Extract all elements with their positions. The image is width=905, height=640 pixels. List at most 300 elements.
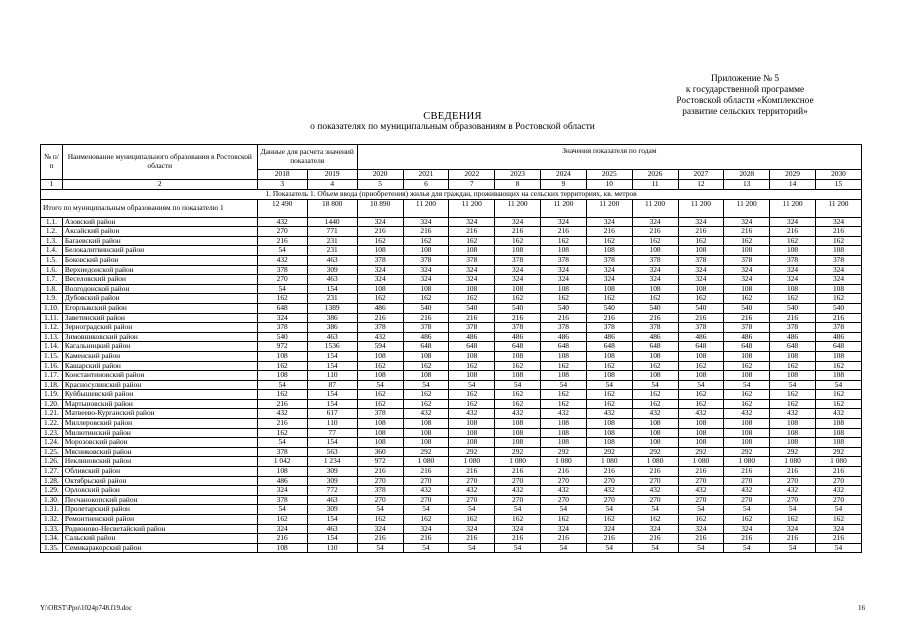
row-value: 378 — [724, 255, 770, 265]
appendix-line: к государственной программе — [685, 85, 805, 95]
row-value: 108 — [632, 246, 678, 256]
row-name: Кашарский район — [62, 361, 257, 371]
row-value: 162 — [449, 399, 495, 409]
row-value: 378 — [403, 255, 449, 265]
table-row — [41, 495, 862, 505]
row-value: 1 080 — [770, 457, 816, 467]
row-value: 378 — [541, 255, 587, 265]
total-value: 11 200 — [678, 199, 724, 217]
total-label: Итого по муниципальным образованиям по показателю 1 — [41, 199, 258, 217]
row-value: 216 — [678, 313, 724, 323]
row-value: 162 — [770, 515, 816, 525]
row-value: 162 — [586, 361, 632, 371]
header-colnum: 15 — [815, 180, 861, 190]
row-value: 324 — [495, 265, 541, 275]
row-name: Обливский район — [62, 467, 257, 477]
row-value: 54 — [632, 543, 678, 553]
row-value: 216 — [770, 467, 816, 477]
row-value: 1 080 — [586, 457, 632, 467]
row-value: 1 042 — [257, 457, 307, 467]
row-number: 1.3. — [41, 236, 63, 246]
row-value: 54 — [403, 505, 449, 515]
row-value: 216 — [357, 534, 403, 544]
row-value: 162 — [586, 515, 632, 525]
row-value: 432 — [495, 486, 541, 496]
row-value: 162 — [678, 399, 724, 409]
row-value: 432 — [678, 486, 724, 496]
row-value: 432 — [770, 486, 816, 496]
row-value: 162 — [357, 294, 403, 304]
row-value: 108 — [586, 351, 632, 361]
row-value: 162 — [357, 236, 403, 246]
row-value: 108 — [449, 438, 495, 448]
row-value: 154 — [307, 515, 357, 525]
row-value: 324 — [632, 217, 678, 227]
row-value: 563 — [307, 447, 357, 457]
row-value: 972 — [357, 457, 403, 467]
row-value: 540 — [495, 303, 541, 313]
table-row — [41, 524, 862, 534]
row-value: 162 — [449, 294, 495, 304]
row-value: 432 — [257, 409, 307, 419]
row-value: 108 — [724, 419, 770, 429]
row-name: Куйбышевский район — [62, 390, 257, 400]
row-value: 486 — [257, 476, 307, 486]
row-value: 292 — [678, 447, 724, 457]
row-value: 162 — [495, 294, 541, 304]
row-value: 108 — [357, 438, 403, 448]
row-value: 108 — [815, 284, 861, 294]
row-value: 270 — [403, 495, 449, 505]
table-row — [41, 438, 862, 448]
row-name: Багаевский район — [62, 236, 257, 246]
table-row — [41, 390, 862, 400]
row-value: 162 — [449, 515, 495, 525]
row-value: 378 — [495, 255, 541, 265]
row-value: 216 — [770, 227, 816, 237]
table-row — [41, 380, 862, 390]
row-name: Заветинский район — [62, 313, 257, 323]
row-value: 54 — [495, 543, 541, 553]
row-value: 463 — [307, 255, 357, 265]
row-value: 432 — [678, 409, 724, 419]
row-value: 108 — [403, 419, 449, 429]
row-value: 162 — [724, 515, 770, 525]
row-value: 110 — [307, 419, 357, 429]
row-value: 216 — [632, 534, 678, 544]
row-name: Морозовский район — [62, 438, 257, 448]
row-value: 216 — [541, 534, 587, 544]
row-value: 324 — [724, 217, 770, 227]
row-value: 270 — [495, 495, 541, 505]
row-value: 162 — [541, 390, 587, 400]
total-value: 11 200 — [770, 199, 816, 217]
row-value: 324 — [632, 524, 678, 534]
row-value: 324 — [815, 524, 861, 534]
row-value: 162 — [724, 390, 770, 400]
row-value: 486 — [357, 303, 403, 313]
row-number: 1.9. — [41, 294, 63, 304]
row-value: 54 — [815, 505, 861, 515]
table-row — [41, 342, 862, 352]
row-value: 309 — [307, 467, 357, 477]
row-value: 486 — [678, 332, 724, 342]
row-value: 108 — [403, 284, 449, 294]
header-year: 2023 — [495, 170, 541, 180]
row-value: 54 — [257, 246, 307, 256]
row-name: Волгодонской район — [62, 284, 257, 294]
row-value: 270 — [770, 495, 816, 505]
row-value: 216 — [724, 467, 770, 477]
row-value: 540 — [724, 303, 770, 313]
row-value: 772 — [307, 486, 357, 496]
row-value: 216 — [449, 227, 495, 237]
row-value: 162 — [257, 294, 307, 304]
row-name: Милютинский район — [62, 428, 257, 438]
row-value: 108 — [724, 351, 770, 361]
row-value: 648 — [586, 342, 632, 352]
row-value: 54 — [632, 505, 678, 515]
row-value: 108 — [815, 351, 861, 361]
row-value: 54 — [724, 380, 770, 390]
row-value: 54 — [257, 284, 307, 294]
row-value: 216 — [257, 419, 307, 429]
row-value: 108 — [770, 419, 816, 429]
row-value: 54 — [357, 543, 403, 553]
row-value: 54 — [403, 543, 449, 553]
row-value: 324 — [770, 265, 816, 275]
row-value: 1 080 — [724, 457, 770, 467]
row-value: 54 — [586, 543, 632, 553]
row-value: 77 — [307, 428, 357, 438]
row-value: 162 — [632, 515, 678, 525]
row-value: 432 — [632, 409, 678, 419]
row-number: 1.34. — [41, 534, 63, 544]
row-value: 162 — [586, 390, 632, 400]
row-value: 378 — [678, 255, 724, 265]
header-year: 2019 — [307, 170, 357, 180]
row-value: 216 — [541, 313, 587, 323]
row-value: 216 — [632, 467, 678, 477]
row-value: 270 — [586, 495, 632, 505]
row-number: 1.25. — [41, 447, 63, 457]
row-value: 108 — [586, 371, 632, 381]
row-value: 309 — [307, 476, 357, 486]
row-value: 162 — [678, 236, 724, 246]
row-value: 154 — [307, 390, 357, 400]
row-value: 292 — [541, 447, 587, 457]
row-value: 216 — [586, 227, 632, 237]
row-number: 1.19. — [41, 390, 63, 400]
row-value: 1 080 — [632, 457, 678, 467]
table-row — [41, 294, 862, 304]
row-value: 486 — [815, 332, 861, 342]
row-value: 216 — [586, 313, 632, 323]
row-value: 54 — [495, 380, 541, 390]
row-value: 108 — [449, 351, 495, 361]
row-value: 162 — [632, 361, 678, 371]
row-value: 54 — [449, 505, 495, 515]
row-value: 386 — [307, 323, 357, 333]
row-value: 378 — [815, 255, 861, 265]
row-value: 216 — [495, 467, 541, 477]
table-row — [41, 447, 862, 457]
table-row — [41, 515, 862, 525]
row-value: 108 — [357, 419, 403, 429]
row-value: 1 080 — [403, 457, 449, 467]
row-value: 162 — [632, 399, 678, 409]
row-value: 378 — [449, 255, 495, 265]
row-value: 54 — [724, 543, 770, 553]
row-name: Миллеровский район — [62, 419, 257, 429]
row-value: 108 — [770, 438, 816, 448]
row-value: 162 — [678, 361, 724, 371]
table-row — [41, 457, 862, 467]
row-value: 216 — [815, 227, 861, 237]
row-value: 216 — [632, 227, 678, 237]
row-value: 108 — [770, 371, 816, 381]
row-value: 486 — [632, 332, 678, 342]
row-value: 108 — [815, 371, 861, 381]
row-value: 432 — [541, 409, 587, 419]
row-name: Константиновский район — [62, 371, 257, 381]
row-value: 54 — [257, 438, 307, 448]
row-value: 324 — [449, 524, 495, 534]
row-value: 378 — [495, 323, 541, 333]
row-value: 1440 — [307, 217, 357, 227]
row-value: 54 — [815, 543, 861, 553]
row-value: 54 — [403, 380, 449, 390]
header-year: 2020 — [357, 170, 403, 180]
row-value: 378 — [770, 323, 816, 333]
row-value: 324 — [357, 275, 403, 285]
row-value: 108 — [495, 419, 541, 429]
row-value: 324 — [495, 275, 541, 285]
table-row — [41, 332, 862, 342]
row-value: 360 — [357, 447, 403, 457]
header-colnum: 12 — [678, 180, 724, 190]
total-value: 11 200 — [541, 199, 587, 217]
row-value: 162 — [586, 294, 632, 304]
header-values: Значения показателя по годам — [357, 145, 861, 170]
row-value: 162 — [632, 294, 678, 304]
row-value: 216 — [403, 467, 449, 477]
row-value: 216 — [815, 313, 861, 323]
row-value: 309 — [307, 505, 357, 515]
row-value: 540 — [541, 303, 587, 313]
row-value: 162 — [815, 361, 861, 371]
row-value: 270 — [815, 476, 861, 486]
row-value: 108 — [586, 428, 632, 438]
row-name: Зерноградский район — [62, 323, 257, 333]
row-value: 292 — [495, 447, 541, 457]
row-number: 1.12. — [41, 323, 63, 333]
row-number: 1.7. — [41, 275, 63, 285]
row-value: 432 — [541, 486, 587, 496]
row-value: 648 — [403, 342, 449, 352]
page-number: 16 — [858, 604, 865, 612]
row-value: 108 — [724, 284, 770, 294]
row-value: 324 — [586, 265, 632, 275]
row-value: 108 — [586, 438, 632, 448]
header-year: 2027 — [678, 170, 724, 180]
row-value: 231 — [307, 236, 357, 246]
row-value: 432 — [770, 409, 816, 419]
row-value: 324 — [403, 217, 449, 227]
row-value: 162 — [632, 390, 678, 400]
row-value: 108 — [724, 371, 770, 381]
row-value: 378 — [586, 323, 632, 333]
row-value: 648 — [449, 342, 495, 352]
row-number: 1.20. — [41, 399, 63, 409]
row-name: Родионово-Несветайский район — [62, 524, 257, 534]
row-value: 162 — [495, 236, 541, 246]
row-number: 1.13. — [41, 332, 63, 342]
row-value: 108 — [357, 428, 403, 438]
row-value: 378 — [257, 323, 307, 333]
row-value: 378 — [257, 447, 307, 457]
row-name: Егорлыкский район — [62, 303, 257, 313]
row-value: 270 — [495, 476, 541, 486]
row-value: 216 — [357, 313, 403, 323]
header-year: 2030 — [815, 170, 861, 180]
row-value: 54 — [541, 543, 587, 553]
row-number: 1.30. — [41, 495, 63, 505]
row-value: 162 — [678, 294, 724, 304]
row-name: Азовский район — [62, 217, 257, 227]
row-value: 108 — [541, 371, 587, 381]
header-colnum: 2 — [62, 180, 257, 190]
row-value: 108 — [357, 284, 403, 294]
row-value: 324 — [770, 275, 816, 285]
row-value: 270 — [678, 476, 724, 486]
row-value: 378 — [770, 255, 816, 265]
table-row — [41, 246, 862, 256]
row-value: 108 — [770, 246, 816, 256]
row-number: 1.14. — [41, 342, 63, 352]
row-value: 162 — [632, 236, 678, 246]
row-value: 231 — [307, 246, 357, 256]
row-value: 54 — [678, 543, 724, 553]
header-year: 2021 — [403, 170, 449, 180]
row-value: 162 — [495, 515, 541, 525]
row-value: 108 — [678, 246, 724, 256]
row-value: 648 — [770, 342, 816, 352]
row-value: 216 — [449, 467, 495, 477]
row-value: 270 — [257, 275, 307, 285]
row-value: 108 — [495, 428, 541, 438]
row-value: 162 — [586, 399, 632, 409]
total-value: 11 200 — [586, 199, 632, 217]
table-row — [41, 217, 862, 227]
row-value: 54 — [678, 380, 724, 390]
row-value: 540 — [632, 303, 678, 313]
table-row — [41, 428, 862, 438]
header-colnum: 11 — [632, 180, 678, 190]
row-value: 432 — [403, 409, 449, 419]
row-value: 108 — [770, 428, 816, 438]
table-row — [41, 505, 862, 515]
row-value: 972 — [257, 342, 307, 352]
row-value: 108 — [724, 246, 770, 256]
table-row — [41, 419, 862, 429]
row-value: 648 — [632, 342, 678, 352]
row-value: 216 — [541, 227, 587, 237]
row-value: 154 — [307, 351, 357, 361]
row-value: 1 080 — [495, 457, 541, 467]
row-value: 648 — [678, 342, 724, 352]
row-value: 162 — [449, 361, 495, 371]
row-value: 108 — [449, 284, 495, 294]
row-value: 324 — [770, 217, 816, 227]
row-value: 216 — [815, 467, 861, 477]
row-value: 378 — [815, 323, 861, 333]
row-value: 432 — [257, 217, 307, 227]
row-value: 162 — [357, 399, 403, 409]
row-value: 432 — [449, 486, 495, 496]
row-value: 324 — [449, 265, 495, 275]
row-name: Октябрьский район — [62, 476, 257, 486]
row-value: 540 — [257, 332, 307, 342]
row-value: 216 — [815, 534, 861, 544]
row-value: 54 — [586, 380, 632, 390]
row-value: 54 — [257, 505, 307, 515]
row-value: 162 — [724, 361, 770, 371]
row-value: 162 — [815, 236, 861, 246]
row-name: Веселовский район — [62, 275, 257, 285]
row-value: 108 — [678, 371, 724, 381]
table-row — [41, 313, 862, 323]
row-value: 162 — [770, 294, 816, 304]
row-value: 162 — [770, 399, 816, 409]
row-value: 270 — [449, 495, 495, 505]
row-value: 162 — [449, 390, 495, 400]
row-value: 324 — [541, 265, 587, 275]
row-value: 378 — [632, 323, 678, 333]
row-value: 270 — [357, 495, 403, 505]
row-value: 108 — [724, 428, 770, 438]
row-value: 216 — [632, 313, 678, 323]
header-num: № п/п — [41, 145, 63, 180]
row-number: 1.29. — [41, 486, 63, 496]
row-value: 54 — [770, 543, 816, 553]
row-value: 108 — [495, 246, 541, 256]
row-value: 216 — [724, 534, 770, 544]
header-year: 2018 — [257, 170, 307, 180]
row-value: 162 — [403, 236, 449, 246]
row-value: 108 — [257, 467, 307, 477]
row-value: 292 — [770, 447, 816, 457]
row-value: 54 — [449, 543, 495, 553]
row-value: 270 — [357, 476, 403, 486]
row-value: 216 — [495, 313, 541, 323]
header-colnum: 3 — [257, 180, 307, 190]
row-value: 324 — [632, 265, 678, 275]
header-colnum: 9 — [541, 180, 587, 190]
row-value: 324 — [678, 217, 724, 227]
row-value: 162 — [586, 236, 632, 246]
row-value: 162 — [678, 515, 724, 525]
row-value: 108 — [815, 246, 861, 256]
row-value: 162 — [257, 361, 307, 371]
row-value: 216 — [541, 467, 587, 477]
header-colnum: 1 — [41, 180, 63, 190]
row-value: 54 — [770, 505, 816, 515]
row-value: 108 — [495, 351, 541, 361]
row-value: 270 — [632, 495, 678, 505]
total-value: 10 890 — [357, 199, 403, 217]
row-value: 648 — [257, 303, 307, 313]
